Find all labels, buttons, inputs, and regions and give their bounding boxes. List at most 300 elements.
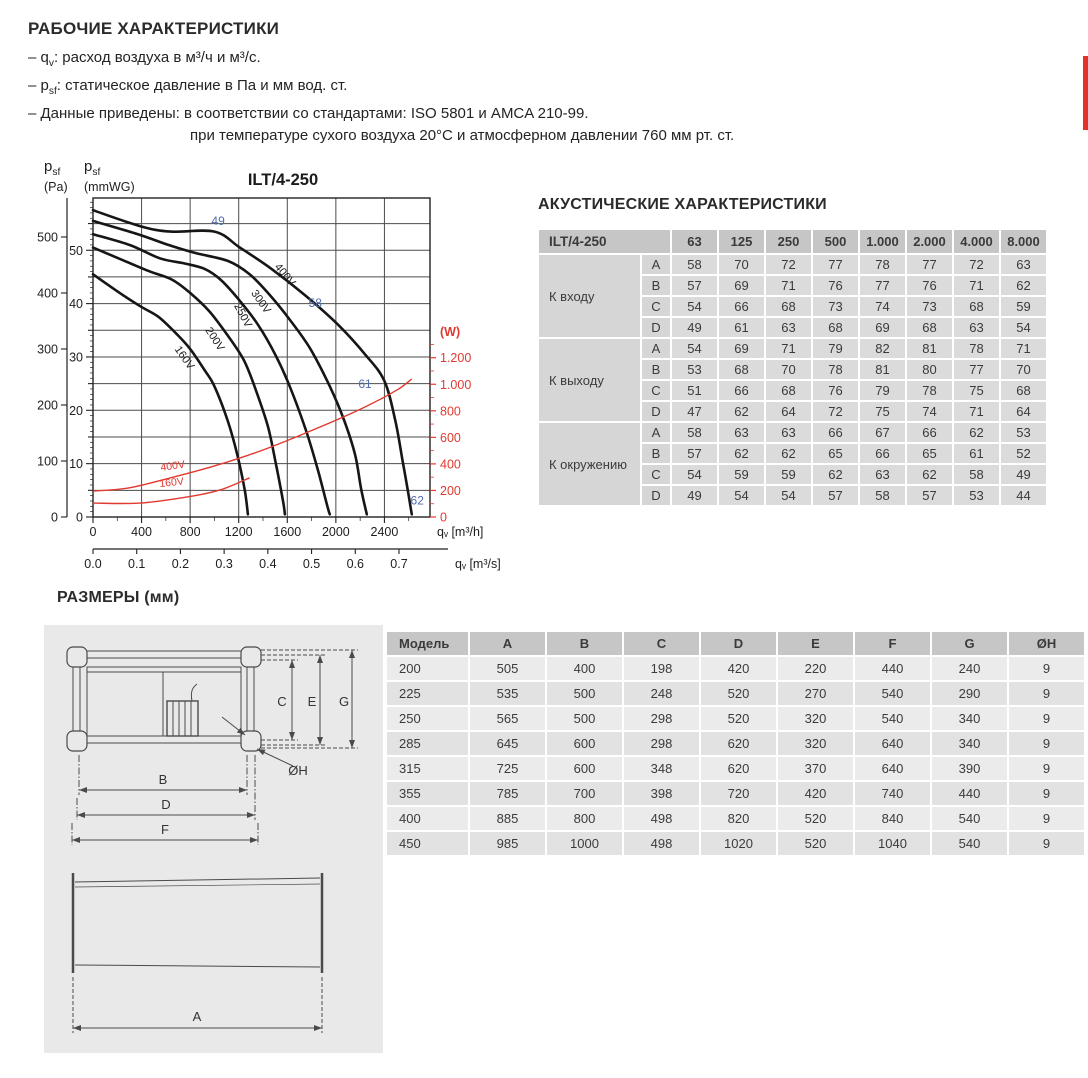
table-cell: 720 bbox=[701, 782, 776, 805]
table-cell: 66 bbox=[907, 423, 952, 442]
arrowhead bbox=[247, 812, 255, 818]
table-cell: 540 bbox=[855, 707, 930, 730]
table-cell: 68 bbox=[766, 381, 811, 400]
table-cell: 58 bbox=[672, 423, 717, 442]
table-cell: 450 bbox=[387, 832, 468, 855]
table-cell: 9 bbox=[1009, 732, 1084, 755]
band-letter-cell: C bbox=[642, 465, 670, 484]
page-edge-red-marker bbox=[1083, 56, 1088, 130]
acoustic-header-row bbox=[539, 230, 1046, 253]
table-cell: 785 bbox=[470, 782, 545, 805]
w-tick-label: 1.200 bbox=[440, 351, 472, 366]
table-cell: 78 bbox=[860, 255, 905, 274]
table-cell: 63 bbox=[766, 423, 811, 442]
band-letter-cell: A bbox=[642, 339, 670, 358]
table-cell: 72 bbox=[954, 255, 999, 274]
table-cell: 73 bbox=[813, 297, 858, 316]
arrowhead bbox=[79, 787, 87, 793]
x2-tick-label: 0.7 bbox=[390, 557, 408, 571]
table-cell: 200 bbox=[387, 657, 468, 680]
section-title-dimensions: РАЗМЕРЫ (мм) bbox=[57, 589, 180, 606]
w-tick-label: 1.000 bbox=[440, 377, 472, 392]
table-cell: 47 bbox=[672, 402, 717, 421]
table-cell: 59 bbox=[1001, 297, 1046, 316]
table-cell: 49 bbox=[1001, 465, 1046, 484]
mmwg-tick-label: 10 bbox=[69, 457, 83, 472]
table-cell: 640 bbox=[855, 732, 930, 755]
freq-header-cell: 8.000 bbox=[1001, 230, 1046, 253]
table-cell: 69 bbox=[719, 339, 764, 358]
performance-chart bbox=[0, 160, 520, 590]
band-letter-cell: B bbox=[642, 360, 670, 379]
table-cell: 53 bbox=[954, 486, 999, 505]
pa-tick-label: 300 bbox=[37, 342, 58, 357]
table-cell: 72 bbox=[813, 402, 858, 421]
table-cell: 76 bbox=[813, 381, 858, 400]
table-cell: 390 bbox=[932, 757, 1007, 780]
table-cell: 70 bbox=[1001, 360, 1046, 379]
table-cell: 49 bbox=[672, 486, 717, 505]
table-cell: 49 bbox=[672, 318, 717, 337]
table-cell: 63 bbox=[954, 318, 999, 337]
table-cell: 78 bbox=[907, 381, 952, 400]
table-cell: 54 bbox=[1001, 318, 1046, 337]
row-group-label: К окружению bbox=[539, 423, 640, 505]
freq-header-cell: 125 bbox=[719, 230, 764, 253]
x-tick-label: 1200 bbox=[224, 525, 253, 539]
table-cell: 1040 bbox=[855, 832, 930, 855]
table-cell: 75 bbox=[954, 381, 999, 400]
table-cell: 1000 bbox=[547, 832, 622, 855]
w-tick-label: 400 bbox=[440, 457, 461, 472]
table-cell: 535 bbox=[470, 682, 545, 705]
table-cell: 885 bbox=[470, 807, 545, 830]
table-cell: 840 bbox=[855, 807, 930, 830]
table-cell: 54 bbox=[766, 486, 811, 505]
band-letter-cell: D bbox=[642, 402, 670, 421]
table-cell: 9 bbox=[1009, 682, 1084, 705]
table-cell: 53 bbox=[1001, 423, 1046, 442]
table-cell: 59 bbox=[719, 465, 764, 484]
row-group-label: К входу bbox=[539, 255, 640, 337]
arrowhead bbox=[349, 740, 355, 748]
table-cell: 54 bbox=[672, 465, 717, 484]
arrowhead bbox=[349, 650, 355, 658]
freq-header-cell: 500 bbox=[813, 230, 858, 253]
table-cell: 57 bbox=[672, 276, 717, 295]
plot-border bbox=[93, 198, 430, 517]
sound-level-label: 49 bbox=[211, 214, 225, 229]
arrowhead bbox=[239, 787, 247, 793]
table-cell: 58 bbox=[672, 255, 717, 274]
table-row bbox=[387, 757, 1084, 780]
chart-title: ILT/4-250 bbox=[247, 171, 319, 189]
table-cell: 58 bbox=[954, 465, 999, 484]
table-cell: 70 bbox=[719, 255, 764, 274]
table-cell: 520 bbox=[778, 832, 853, 855]
table-cell: 398 bbox=[624, 782, 699, 805]
table-cell: 985 bbox=[470, 832, 545, 855]
table-cell: 68 bbox=[719, 360, 764, 379]
table-cell: 81 bbox=[907, 339, 952, 358]
table-cell: 76 bbox=[813, 276, 858, 295]
band-letter-cell: D bbox=[642, 486, 670, 505]
table-cell: 285 bbox=[387, 732, 468, 755]
sound-level-label: 58 bbox=[308, 295, 322, 310]
table-cell: 298 bbox=[624, 732, 699, 755]
dim-label-A: A bbox=[192, 1009, 202, 1024]
dim-header-cell: A bbox=[470, 632, 545, 655]
table-cell: 420 bbox=[701, 657, 776, 680]
table-cell: 290 bbox=[932, 682, 1007, 705]
freq-header-cell: 4.000 bbox=[954, 230, 999, 253]
axis-symbol-mmwg: $p_{sf}$ bbox=[84, 158, 101, 178]
curve-label-400V: 400V bbox=[271, 261, 298, 289]
table-cell: 340 bbox=[932, 732, 1007, 755]
arrowhead bbox=[77, 812, 85, 818]
x2-tick-label: 0.1 bbox=[128, 557, 146, 571]
table-cell: 80 bbox=[907, 360, 952, 379]
curve-400V bbox=[93, 210, 412, 514]
table-cell: 400 bbox=[387, 807, 468, 830]
freq-header-cell: 250 bbox=[766, 230, 811, 253]
w-tick-label: 0 bbox=[440, 510, 447, 525]
table-cell: 620 bbox=[701, 757, 776, 780]
dim-label-D: D bbox=[161, 797, 171, 812]
table-cell: 800 bbox=[547, 807, 622, 830]
table-cell: 248 bbox=[624, 682, 699, 705]
corner-bracket bbox=[241, 647, 261, 667]
table-cell: 74 bbox=[907, 402, 952, 421]
band-letter-cell: A bbox=[642, 255, 670, 274]
dim-header-cell: F bbox=[855, 632, 930, 655]
dim-header-cell: E bbox=[778, 632, 853, 655]
x-tick-label: 800 bbox=[179, 525, 201, 539]
table-cell: 54 bbox=[719, 486, 764, 505]
table-cell: 700 bbox=[547, 782, 622, 805]
table-cell: 600 bbox=[547, 757, 622, 780]
curve-200V bbox=[93, 248, 285, 515]
table-cell: 63 bbox=[1001, 255, 1046, 274]
mmwg-tick-label: 0 bbox=[76, 510, 83, 525]
sound-level-label: 61 bbox=[358, 376, 372, 391]
table-cell: 57 bbox=[672, 444, 717, 463]
table-cell: 61 bbox=[954, 444, 999, 463]
table-cell: 9 bbox=[1009, 832, 1084, 855]
dim-header-cell: B bbox=[547, 632, 622, 655]
table-cell: 9 bbox=[1009, 757, 1084, 780]
table-cell: 82 bbox=[860, 339, 905, 358]
table-cell: 69 bbox=[719, 276, 764, 295]
table-cell: 505 bbox=[470, 657, 545, 680]
table-cell: 640 bbox=[855, 757, 930, 780]
table-cell: 500 bbox=[547, 707, 622, 730]
table-cell: 77 bbox=[860, 276, 905, 295]
table-cell: 54 bbox=[672, 339, 717, 358]
x-tick-label: 2400 bbox=[370, 525, 399, 539]
table-cell: 61 bbox=[719, 318, 764, 337]
x2-tick-label: 0.0 bbox=[84, 557, 102, 571]
table-cell: 62 bbox=[766, 444, 811, 463]
table-cell: 370 bbox=[778, 757, 853, 780]
dimensions-header-row bbox=[387, 632, 1084, 655]
x2-tick-label: 0.5 bbox=[302, 557, 321, 571]
table-cell: 500 bbox=[547, 682, 622, 705]
table-cell: 78 bbox=[954, 339, 999, 358]
x2-tick-label: 0.2 bbox=[171, 557, 190, 571]
power-curve-label-160V: 160V bbox=[158, 475, 185, 491]
table-cell: 67 bbox=[860, 423, 905, 442]
duct-top bbox=[75, 878, 320, 882]
table-cell: 540 bbox=[855, 682, 930, 705]
x2-axis-label: qᵥ [m³/s] bbox=[455, 557, 501, 571]
arrowhead bbox=[250, 837, 258, 843]
table-cell: 72 bbox=[766, 255, 811, 274]
table-cell: 69 bbox=[860, 318, 905, 337]
table-cell: 71 bbox=[954, 402, 999, 421]
table-cell: 62 bbox=[954, 423, 999, 442]
table-cell: 250 bbox=[387, 707, 468, 730]
table-row bbox=[539, 423, 1046, 442]
table-cell: 65 bbox=[813, 444, 858, 463]
dim-header-cell: C bbox=[624, 632, 699, 655]
table-cell: 63 bbox=[719, 423, 764, 442]
table-cell: 71 bbox=[766, 276, 811, 295]
motor-wire bbox=[191, 684, 197, 701]
w-tick-label: 600 bbox=[440, 430, 461, 445]
table-cell: 57 bbox=[907, 486, 952, 505]
table-cell: 71 bbox=[954, 276, 999, 295]
power-curve-400V bbox=[93, 376, 412, 491]
motor-box bbox=[167, 701, 198, 736]
duct-bottom bbox=[75, 965, 320, 967]
table-cell: 63 bbox=[860, 465, 905, 484]
corner-bracket bbox=[67, 731, 87, 751]
x-tick-label: 0 bbox=[89, 525, 97, 539]
table-cell: 44 bbox=[1001, 486, 1046, 505]
table-cell: 73 bbox=[907, 297, 952, 316]
table-cell: 68 bbox=[954, 297, 999, 316]
table-cell: 420 bbox=[778, 782, 853, 805]
table-cell: 725 bbox=[470, 757, 545, 780]
table-cell: 298 bbox=[624, 707, 699, 730]
arrowhead bbox=[289, 732, 295, 740]
x-tick-label: 2000 bbox=[321, 525, 350, 539]
table-cell: 74 bbox=[860, 297, 905, 316]
table-row bbox=[539, 255, 1046, 274]
acoustic-model-cell: ILT/4-250 bbox=[539, 230, 670, 253]
dimensions-drawing bbox=[44, 625, 383, 1053]
dim-header-cell: ØH bbox=[1009, 632, 1084, 655]
w-tick-label: 800 bbox=[440, 404, 461, 419]
freq-header-cell: 2.000 bbox=[907, 230, 952, 253]
table-cell: 9 bbox=[1009, 657, 1084, 680]
pa-tick-label: 500 bbox=[37, 230, 58, 245]
table-cell: 62 bbox=[719, 444, 764, 463]
table-cell: 820 bbox=[701, 807, 776, 830]
table-cell: 52 bbox=[1001, 444, 1046, 463]
table-cell: 77 bbox=[954, 360, 999, 379]
table-cell: 520 bbox=[778, 807, 853, 830]
table-cell: 68 bbox=[813, 318, 858, 337]
table-cell: 66 bbox=[860, 444, 905, 463]
note-airflow: – $q_v$: расход воздуха в м³/ч и м³/с. bbox=[28, 49, 261, 69]
casing-box bbox=[87, 667, 241, 736]
row-group-label: К выходу bbox=[539, 339, 640, 421]
arrowhead bbox=[289, 660, 295, 668]
table-cell: 66 bbox=[719, 381, 764, 400]
table-cell: 70 bbox=[766, 360, 811, 379]
table-cell: 76 bbox=[907, 276, 952, 295]
table-cell: 71 bbox=[1001, 339, 1046, 358]
table-cell: 62 bbox=[907, 465, 952, 484]
table-cell: 58 bbox=[860, 486, 905, 505]
w-tick-label: 200 bbox=[440, 483, 461, 498]
table-row bbox=[387, 657, 1084, 680]
pa-tick-label: 200 bbox=[37, 398, 58, 413]
table-cell: 1020 bbox=[701, 832, 776, 855]
x-tick-label: 400 bbox=[131, 525, 153, 539]
table-cell: 315 bbox=[387, 757, 468, 780]
table-cell: 68 bbox=[1001, 381, 1046, 400]
performance-notes bbox=[28, 47, 734, 147]
table-cell: 320 bbox=[778, 732, 853, 755]
table-cell: 320 bbox=[778, 707, 853, 730]
duct-top-inner bbox=[75, 884, 320, 887]
table-cell: 59 bbox=[766, 465, 811, 484]
table-cell: 270 bbox=[778, 682, 853, 705]
table-cell: 225 bbox=[387, 682, 468, 705]
corner-bracket bbox=[67, 647, 87, 667]
table-cell: 77 bbox=[907, 255, 952, 274]
table-cell: 440 bbox=[932, 782, 1007, 805]
table-cell: 645 bbox=[470, 732, 545, 755]
table-cell: 220 bbox=[778, 657, 853, 680]
pa-tick-label: 400 bbox=[37, 286, 58, 301]
table-cell: 54 bbox=[672, 297, 717, 316]
arrowhead bbox=[317, 737, 323, 745]
curve-label-200V: 200V bbox=[202, 325, 227, 354]
table-cell: 71 bbox=[766, 339, 811, 358]
section-title-performance: РАБОЧИЕ ХАРАКТЕРИСТИКИ bbox=[28, 19, 280, 38]
table-cell: 565 bbox=[470, 707, 545, 730]
pa-tick-label: 100 bbox=[37, 454, 58, 469]
pa-tick-label: 0 bbox=[51, 510, 58, 525]
table-cell: 65 bbox=[907, 444, 952, 463]
curve-label-250V: 250V bbox=[231, 301, 254, 330]
table-cell: 53 bbox=[672, 360, 717, 379]
band-letter-cell: C bbox=[642, 381, 670, 400]
band-letter-cell: B bbox=[642, 444, 670, 463]
table-cell: 68 bbox=[766, 297, 811, 316]
table-cell: 600 bbox=[547, 732, 622, 755]
dim-header-cell: Модель bbox=[387, 632, 468, 655]
table-cell: 57 bbox=[813, 486, 858, 505]
curve-label-160V: 160V bbox=[171, 343, 197, 372]
axis-symbol-pa: $p_{sf}$ bbox=[44, 158, 61, 178]
x2-tick-label: 0.6 bbox=[346, 557, 364, 571]
band-letter-cell: A bbox=[642, 423, 670, 442]
table-cell: 81 bbox=[860, 360, 905, 379]
dim-label-C: C bbox=[277, 694, 287, 709]
x-axis-label: qᵥ [m³/h] bbox=[437, 525, 484, 539]
table-cell: 77 bbox=[813, 255, 858, 274]
table-cell: 740 bbox=[855, 782, 930, 805]
table-row bbox=[387, 832, 1084, 855]
dim-label-E: E bbox=[307, 694, 317, 709]
table-cell: 498 bbox=[624, 807, 699, 830]
note-conditions: при температуре сухого воздуха 20°С и атмосферном давлении 760 мм рт. ст. bbox=[190, 127, 735, 144]
note-standards: – Данные приведены: в соответствии со стандартами: ISO 5801 и AMCA 210-99. bbox=[28, 105, 589, 122]
table-cell: 340 bbox=[932, 707, 1007, 730]
table-cell: 62 bbox=[719, 402, 764, 421]
dim-label-F: F bbox=[161, 822, 169, 837]
arrowhead bbox=[314, 1025, 322, 1031]
mmwg-tick-label: 20 bbox=[69, 403, 83, 418]
dimensions-table bbox=[385, 630, 1086, 857]
table-cell: 355 bbox=[387, 782, 468, 805]
dim-header-cell: G bbox=[932, 632, 1007, 655]
table-cell: 440 bbox=[855, 657, 930, 680]
table-cell: 51 bbox=[672, 381, 717, 400]
table-row bbox=[387, 732, 1084, 755]
section-title-acoustics: АКУСТИЧЕСКИЕ ХАРАКТЕРИСТИКИ bbox=[538, 196, 827, 213]
table-cell: 540 bbox=[932, 832, 1007, 855]
table-cell: 520 bbox=[701, 707, 776, 730]
curve-label-300V: 300V bbox=[248, 287, 273, 316]
table-row bbox=[387, 807, 1084, 830]
table-cell: 240 bbox=[932, 657, 1007, 680]
dim-label-B: B bbox=[158, 772, 168, 787]
table-cell: 9 bbox=[1009, 782, 1084, 805]
x2-tick-label: 0.4 bbox=[259, 557, 277, 571]
table-cell: 79 bbox=[860, 381, 905, 400]
table-cell: 79 bbox=[813, 339, 858, 358]
table-cell: 9 bbox=[1009, 807, 1084, 830]
freq-header-cell: 63 bbox=[672, 230, 717, 253]
x2-tick-label: 0.3 bbox=[215, 557, 233, 571]
axis-unit-pa: (Pa) bbox=[44, 180, 68, 194]
table-cell: 498 bbox=[624, 832, 699, 855]
table-cell: 64 bbox=[766, 402, 811, 421]
arrowhead bbox=[317, 655, 323, 663]
table-cell: 75 bbox=[860, 402, 905, 421]
w-axis-label: (W) bbox=[440, 325, 461, 339]
table-cell: 62 bbox=[813, 465, 858, 484]
mmwg-tick-label: 30 bbox=[69, 350, 83, 365]
table-cell: 9 bbox=[1009, 707, 1084, 730]
table-cell: 78 bbox=[813, 360, 858, 379]
table-cell: 400 bbox=[547, 657, 622, 680]
dimensions-drawing-panel bbox=[44, 625, 383, 1053]
table-cell: 66 bbox=[719, 297, 764, 316]
power-curve-label-400V: 400V bbox=[159, 458, 186, 474]
band-letter-cell: B bbox=[642, 276, 670, 295]
dim-label-H: ØH bbox=[288, 763, 308, 778]
table-row bbox=[387, 707, 1084, 730]
table-cell: 68 bbox=[907, 318, 952, 337]
table-cell: 62 bbox=[1001, 276, 1046, 295]
table-row bbox=[387, 782, 1084, 805]
table-cell: 64 bbox=[1001, 402, 1046, 421]
dim-label-G: G bbox=[338, 694, 350, 709]
table-cell: 348 bbox=[624, 757, 699, 780]
mmwg-tick-label: 40 bbox=[69, 297, 83, 312]
table-cell: 620 bbox=[701, 732, 776, 755]
note-pressure: – $p_{sf}$: статическое давление в Па и мм вод. ст. bbox=[28, 77, 348, 97]
sound-level-label: 62 bbox=[410, 493, 424, 508]
table-row bbox=[539, 339, 1046, 358]
